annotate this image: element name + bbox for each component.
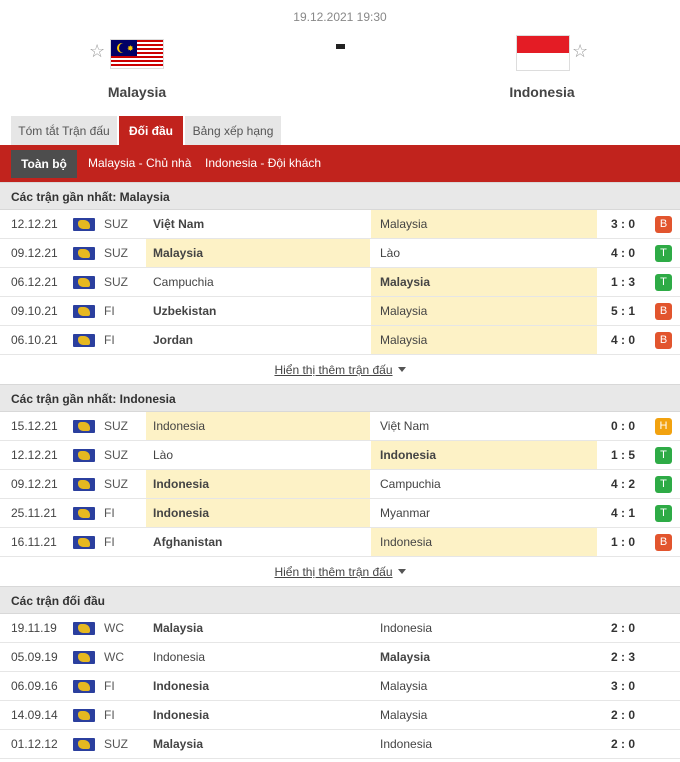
- home-team-cell[interactable]: Việt Nam: [153, 217, 205, 231]
- show-more-link[interactable]: Hiển thị thêm trận đấu: [274, 565, 393, 579]
- competition-flag-icon: [73, 218, 95, 231]
- competition-code: WC: [104, 650, 124, 664]
- match-date: 15.12.21: [11, 419, 58, 433]
- competition-code: FI: [104, 333, 115, 347]
- match-score: 5 : 1: [610, 304, 635, 318]
- competition-code: SUZ: [104, 217, 128, 231]
- away-team-cell[interactable]: Indonesia: [371, 528, 597, 556]
- match-row[interactable]: [0, 441, 680, 470]
- match-date: 06.10.21: [11, 333, 58, 347]
- match-date: 06.12.21: [11, 275, 58, 289]
- away-team-cell[interactable]: Indonesia: [371, 441, 597, 469]
- match-row[interactable]: [0, 643, 680, 672]
- competition-code: FI: [104, 506, 115, 520]
- show-more-link[interactable]: Hiển thị thêm trận đấu: [274, 363, 393, 377]
- match-score: 4 : 0: [610, 246, 635, 260]
- competition-code: SUZ: [104, 419, 128, 433]
- away-team-cell[interactable]: Việt Nam: [380, 419, 430, 433]
- favorite-star-icon[interactable]: ☆: [572, 41, 589, 61]
- match-row[interactable]: [0, 730, 680, 759]
- match-date: 19.11.19: [11, 621, 57, 635]
- filter-malaysia-home[interactable]: Malaysia - Chủ nhà: [88, 156, 192, 170]
- competition-code: SUZ: [104, 737, 128, 751]
- away-team-cell[interactable]: Indonesia: [380, 621, 433, 635]
- match-date: 12.12.21: [11, 448, 58, 462]
- home-team-cell[interactable]: Indonesia: [146, 470, 370, 498]
- competition-flag-icon: [73, 305, 95, 318]
- away-team-cell[interactable]: Malaysia: [380, 708, 428, 722]
- match-date: 05.09.19: [11, 650, 58, 664]
- away-team-cell[interactable]: Malaysia: [371, 297, 597, 325]
- caret-down-icon[interactable]: [398, 367, 406, 372]
- result-badge: T: [655, 274, 672, 291]
- tab-head-to-head[interactable]: Đối đầu: [119, 116, 183, 146]
- competition-flag-icon: [73, 738, 95, 751]
- home-team-cell[interactable]: Afghanistan: [153, 535, 223, 549]
- home-team-cell[interactable]: Malaysia: [153, 737, 204, 751]
- home-team-cell[interactable]: Lào: [153, 448, 174, 462]
- away-team-cell[interactable]: Malaysia: [380, 650, 431, 664]
- match-date: 12.12.21: [11, 217, 58, 231]
- competition-code: WC: [104, 621, 124, 635]
- match-score: 3 : 0: [610, 217, 635, 231]
- competition-code: SUZ: [104, 275, 128, 289]
- home-team-name[interactable]: Malaysia: [107, 84, 167, 100]
- competition-flag-icon: [73, 420, 95, 433]
- home-team-cell[interactable]: Indonesia: [153, 708, 210, 722]
- match-score: 0 : 0: [610, 419, 635, 433]
- indonesia-flag-icon: [517, 36, 569, 70]
- result-badge: T: [655, 447, 672, 464]
- home-team-cell[interactable]: Malaysia: [153, 621, 204, 635]
- match-date: 09.10.21: [11, 304, 58, 318]
- competition-flag-icon: [73, 507, 95, 520]
- home-team-cell[interactable]: Indonesia: [153, 650, 206, 664]
- away-team-cell[interactable]: Malaysia: [371, 268, 597, 296]
- result-badge: B: [655, 332, 672, 349]
- home-team-cell[interactable]: Indonesia: [146, 499, 370, 527]
- competition-flag-icon: [73, 680, 95, 693]
- match-date: 09.12.21: [11, 477, 58, 491]
- away-team-cell[interactable]: Campuchia: [380, 477, 441, 491]
- competition-code: FI: [104, 535, 115, 549]
- home-team-cell[interactable]: Jordan: [153, 333, 194, 347]
- competition-flag-icon: [73, 334, 95, 347]
- away-team-cell[interactable]: Malaysia: [380, 679, 428, 693]
- match-row[interactable]: [0, 701, 680, 730]
- competition-flag-icon: [73, 709, 95, 722]
- match-score: 1 : 3: [610, 275, 635, 289]
- match-score: 2 : 0: [610, 737, 635, 751]
- competition-flag-icon: [73, 247, 95, 260]
- competition-flag-icon: [73, 478, 95, 491]
- show-more-matches: [0, 355, 680, 385]
- away-team-name[interactable]: Indonesia: [509, 84, 575, 100]
- show-more-matches: [0, 557, 680, 587]
- home-team-cell[interactable]: Uzbekistan: [153, 304, 217, 318]
- match-score: 4 : 1: [610, 506, 635, 520]
- away-team-cell[interactable]: Myanmar: [380, 506, 431, 520]
- match-header: [0, 0, 680, 116]
- away-team-cell[interactable]: Malaysia: [371, 326, 597, 354]
- section-title: Các trận gần nhất: Malaysia: [0, 182, 680, 210]
- match-date: 14.09.14: [11, 708, 58, 722]
- match-row[interactable]: [0, 470, 680, 499]
- match-datetime: 19.12.2021 19:30: [293, 10, 387, 24]
- result-badge: B: [655, 216, 672, 233]
- filter-all[interactable]: Toàn bộ: [11, 150, 77, 178]
- match-score: 4 : 2: [610, 477, 635, 491]
- match-row[interactable]: [0, 412, 680, 441]
- home-team-cell[interactable]: Campuchia: [153, 275, 214, 289]
- result-badge: T: [655, 476, 672, 493]
- result-badge: T: [655, 505, 672, 522]
- match-date: 16.11.21: [11, 535, 57, 549]
- competition-code: SUZ: [104, 246, 128, 260]
- section-title: Các trận đối đầu: [0, 586, 680, 614]
- tab-summary[interactable]: Tóm tắt Trận đấu: [11, 116, 117, 146]
- competition-flag-icon: [73, 536, 95, 549]
- away-team-cell[interactable]: Indonesia: [380, 737, 433, 751]
- match-row[interactable]: [0, 499, 680, 528]
- match-score: 3 : 0: [610, 679, 635, 693]
- competition-flag-icon: [73, 449, 95, 462]
- caret-down-icon[interactable]: [398, 569, 406, 574]
- competition-code: FI: [104, 304, 115, 318]
- match-row[interactable]: [0, 239, 680, 268]
- competition-flag-icon: [73, 651, 95, 664]
- match-date: 25.11.21: [11, 506, 57, 520]
- favorite-star-icon[interactable]: ☆: [89, 41, 106, 61]
- match-score: 2 : 0: [610, 621, 635, 635]
- match-score: 2 : 3: [610, 650, 635, 664]
- competition-flag-icon: [73, 622, 95, 635]
- match-row[interactable]: [0, 210, 680, 239]
- result-badge: T: [655, 245, 672, 262]
- competition-code: SUZ: [104, 477, 128, 491]
- match-score: 4 : 0: [610, 333, 635, 347]
- match-score: 2 : 0: [610, 708, 635, 722]
- result-badge: B: [655, 534, 672, 551]
- match-date: 01.12.12: [11, 737, 58, 751]
- away-team-cell[interactable]: Lào: [380, 246, 401, 260]
- result-badge: B: [655, 303, 672, 320]
- filter-indonesia-away[interactable]: Indonesia - Đội khách: [205, 156, 322, 170]
- match-row[interactable]: [0, 326, 680, 355]
- match-row[interactable]: [0, 528, 680, 557]
- match-score: 1 : 5: [610, 448, 635, 462]
- competition-flag-icon: [73, 276, 95, 289]
- competition-code: FI: [104, 679, 115, 693]
- match-score: 1 : 0: [610, 535, 635, 549]
- match-row[interactable]: [0, 672, 680, 701]
- result-badge: H: [655, 418, 672, 435]
- score-separator: [336, 44, 345, 49]
- home-team-cell[interactable]: Indonesia: [153, 679, 210, 693]
- match-date: 09.12.21: [11, 246, 58, 260]
- competition-code: SUZ: [104, 448, 128, 462]
- malaysia-flag-icon: ✸: [111, 40, 163, 68]
- match-row[interactable]: [0, 297, 680, 326]
- tab-standings[interactable]: Bảng xếp hạng: [185, 116, 281, 146]
- h2h-filter-bar: [0, 145, 680, 182]
- match-row[interactable]: [0, 614, 680, 643]
- section-title: Các trận gần nhất: Indonesia: [0, 384, 680, 412]
- match-date: 06.09.16: [11, 679, 58, 693]
- match-row[interactable]: [0, 268, 680, 297]
- away-team-cell[interactable]: Malaysia: [371, 210, 597, 238]
- home-team-cell[interactable]: Indonesia: [146, 412, 370, 440]
- competition-code: FI: [104, 708, 115, 722]
- home-team-cell[interactable]: Malaysia: [146, 239, 370, 267]
